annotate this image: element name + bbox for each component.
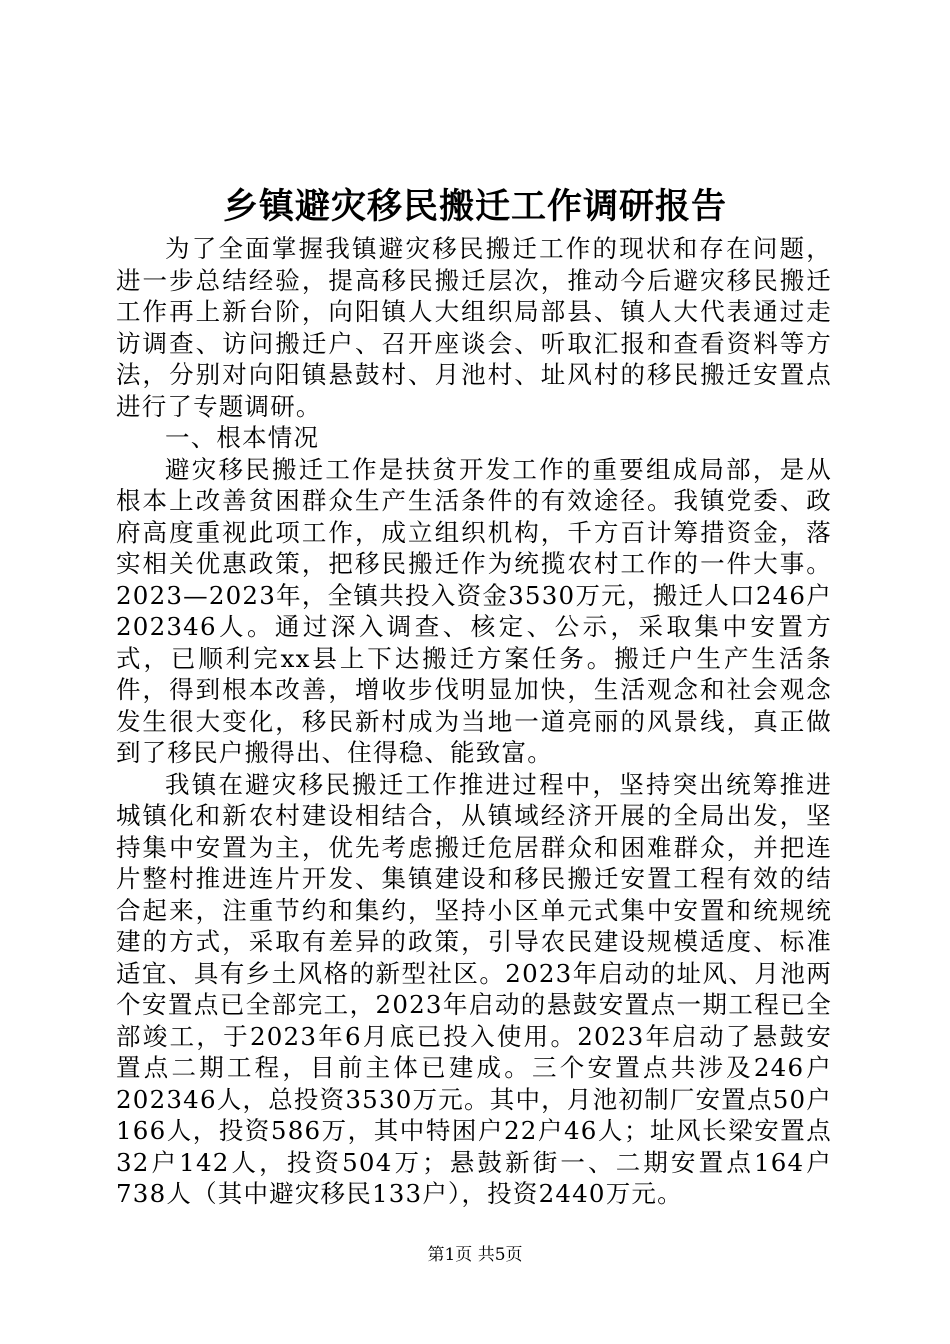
paragraph-progress: 我镇在避灾移民搬迁工作推进过程中，坚持突出统筹推进城镇化和新农村建设相结合，从镇域经济开展的全局出发，坚持集中安置为主，优先考虑搬迁危居群众和困难群众，并把连片整村推进连片开发、集镇建设和移民搬迁安置工程有效的结合起来，注重节约和集约，坚持小区单元式集中安置和统规统建的方式，采取有差异的政策，引导农民建设规模适度、标准适宜、具有乡土风格的新型社区。2023年启动的址风、月池两个安置点已全部完工，2023年启动的悬鼓安置点一期工程已全部竣工，于2023年6月底已投入使用。2023年启动了悬鼓安置点二期工程，目前主体已建成。三个安置点共涉及246户202346人，总投资3530万元。其中，月池初制厂安置点50户166人，投资586万，其中特困户22户46人；址风长梁安置点32户142人，投资504万；悬鼓新街一、二期安置点164户738人（其中避灾移民133户），投资2440万元。 — [116, 769, 832, 1208]
document-title: 乡镇避灾移民搬迁工作调研报告 — [222, 186, 727, 227]
page-footer: 第1页 共5页 — [427, 1245, 523, 1265]
section-heading-basic-situation: 一、根本情况 — [165, 423, 320, 452]
document-body — [116, 233, 832, 1210]
paragraph-overview: 避灾移民搬迁工作是扶贫开发工作的重要组成局部，是从根本上改善贫困群众生产生活条件的有效途径。我镇党委、政府高度重视此项工作，成立组织机构，千方百计筹措资金，落实相关优惠政策，把移民搬迁作为统揽农村工作的一件大事。2023—2023年，全镇共投入资金3530万元，搬迁人口246户202346人。通过深入调查、核定、公示，采取集中安置方式，已顺利完xx县上下达搬迁方案任务。搬迁户生产生活条件，得到根本改善，增收步伐明显加快，生活观念和社会观念发生很大变化，移民新村成为当地一道亮丽的风景线，真正做到了移民户搬得出、住得稳、能致富。 — [116, 454, 832, 767]
paragraph-intro: 为了全面掌握我镇避灾移民搬迁工作的现状和存在问题，进一步总结经验，提高移民搬迁层次，推动今后避灾移民搬迁工作再上新台阶，向阳镇人大组织局部县、镇人大代表通过走访调查、访问搬迁户、召开座谈会、听取汇报和查看资料等方法，分别对向阳镇悬鼓村、月池村、址风村的移民搬迁安置点进行了专题调研。 — [116, 234, 832, 421]
